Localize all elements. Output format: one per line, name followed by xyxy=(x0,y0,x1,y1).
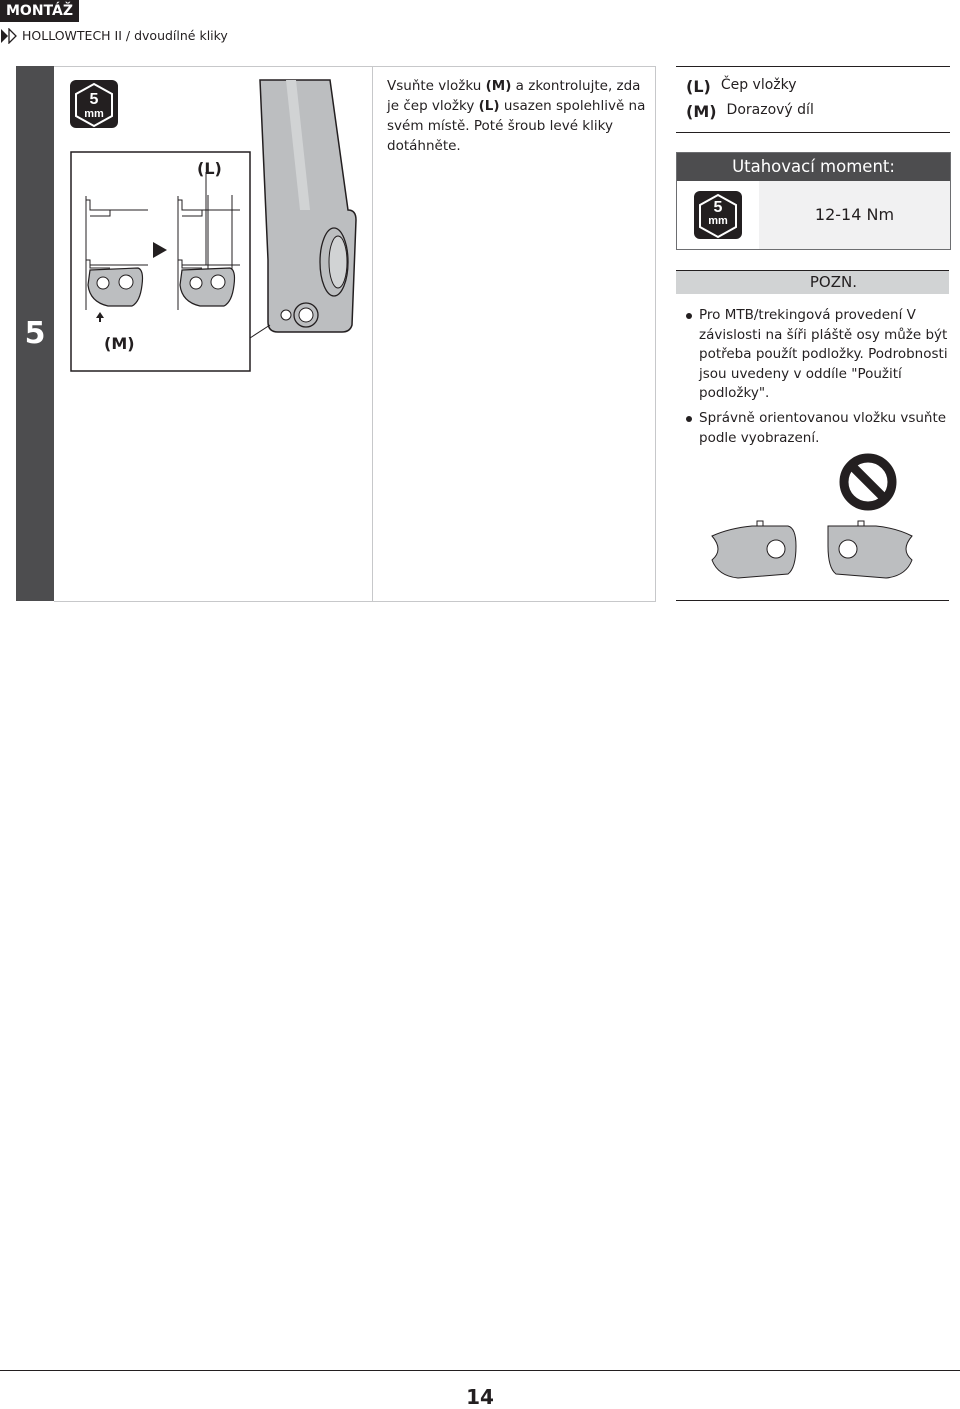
orientation-illustration xyxy=(700,450,930,585)
stopper-part-right xyxy=(828,521,912,578)
page-number: 14 xyxy=(466,1385,494,1409)
note-item: Pro MTB/trekingová provedení V závislosti na šíři pláště osy může být potřeba použít podložky. Podrobnosti jsou uvedeny v oddíle "Použití podložky". xyxy=(686,306,960,404)
svg-text:5: 5 xyxy=(89,91,99,108)
torque-tool-cell: 5 mm xyxy=(677,181,760,249)
prohibited-icon xyxy=(844,458,892,506)
up-arrow-icon xyxy=(96,312,104,322)
torque-box xyxy=(676,152,951,250)
breadcrumb-text: HOLLOWTECH II / dvoudílné kliky xyxy=(22,28,228,43)
parts-legend xyxy=(676,66,950,133)
hex-key-5mm-icon xyxy=(70,80,118,128)
column-divider xyxy=(372,66,373,601)
divider xyxy=(676,600,949,601)
section-tag: MONTÁŽ xyxy=(0,0,79,22)
direction-arrow-icon xyxy=(153,242,167,258)
breadcrumb xyxy=(0,27,228,45)
note-heading: POZN. xyxy=(676,270,949,294)
footer-divider xyxy=(0,1370,960,1371)
breadcrumb-arrow-icon xyxy=(0,28,18,44)
svg-text:mm: mm xyxy=(84,108,104,120)
torque-value: 12-14 Nm xyxy=(759,181,950,249)
callout-l: (L) xyxy=(197,159,222,178)
note-item: Správně orientovanou vložku vsuňte podle vyobrazení. xyxy=(686,409,960,448)
callout-m: (M) xyxy=(104,334,135,353)
torque-heading: Utahovací moment: xyxy=(677,153,950,181)
step-number: 5 xyxy=(24,316,46,351)
legend-item-l: (L) Čep vložky xyxy=(686,77,797,96)
stopper-part-left xyxy=(712,521,796,578)
instruction-text: Vsuňte vložku (M) a zkontrolujte, zda je čep vložky (L) usazen spolehlivě na svém místě. Poté šroub levé kliky dotáhněte. xyxy=(387,78,646,154)
legend-item-m: (M) Dorazový díl xyxy=(686,102,814,121)
